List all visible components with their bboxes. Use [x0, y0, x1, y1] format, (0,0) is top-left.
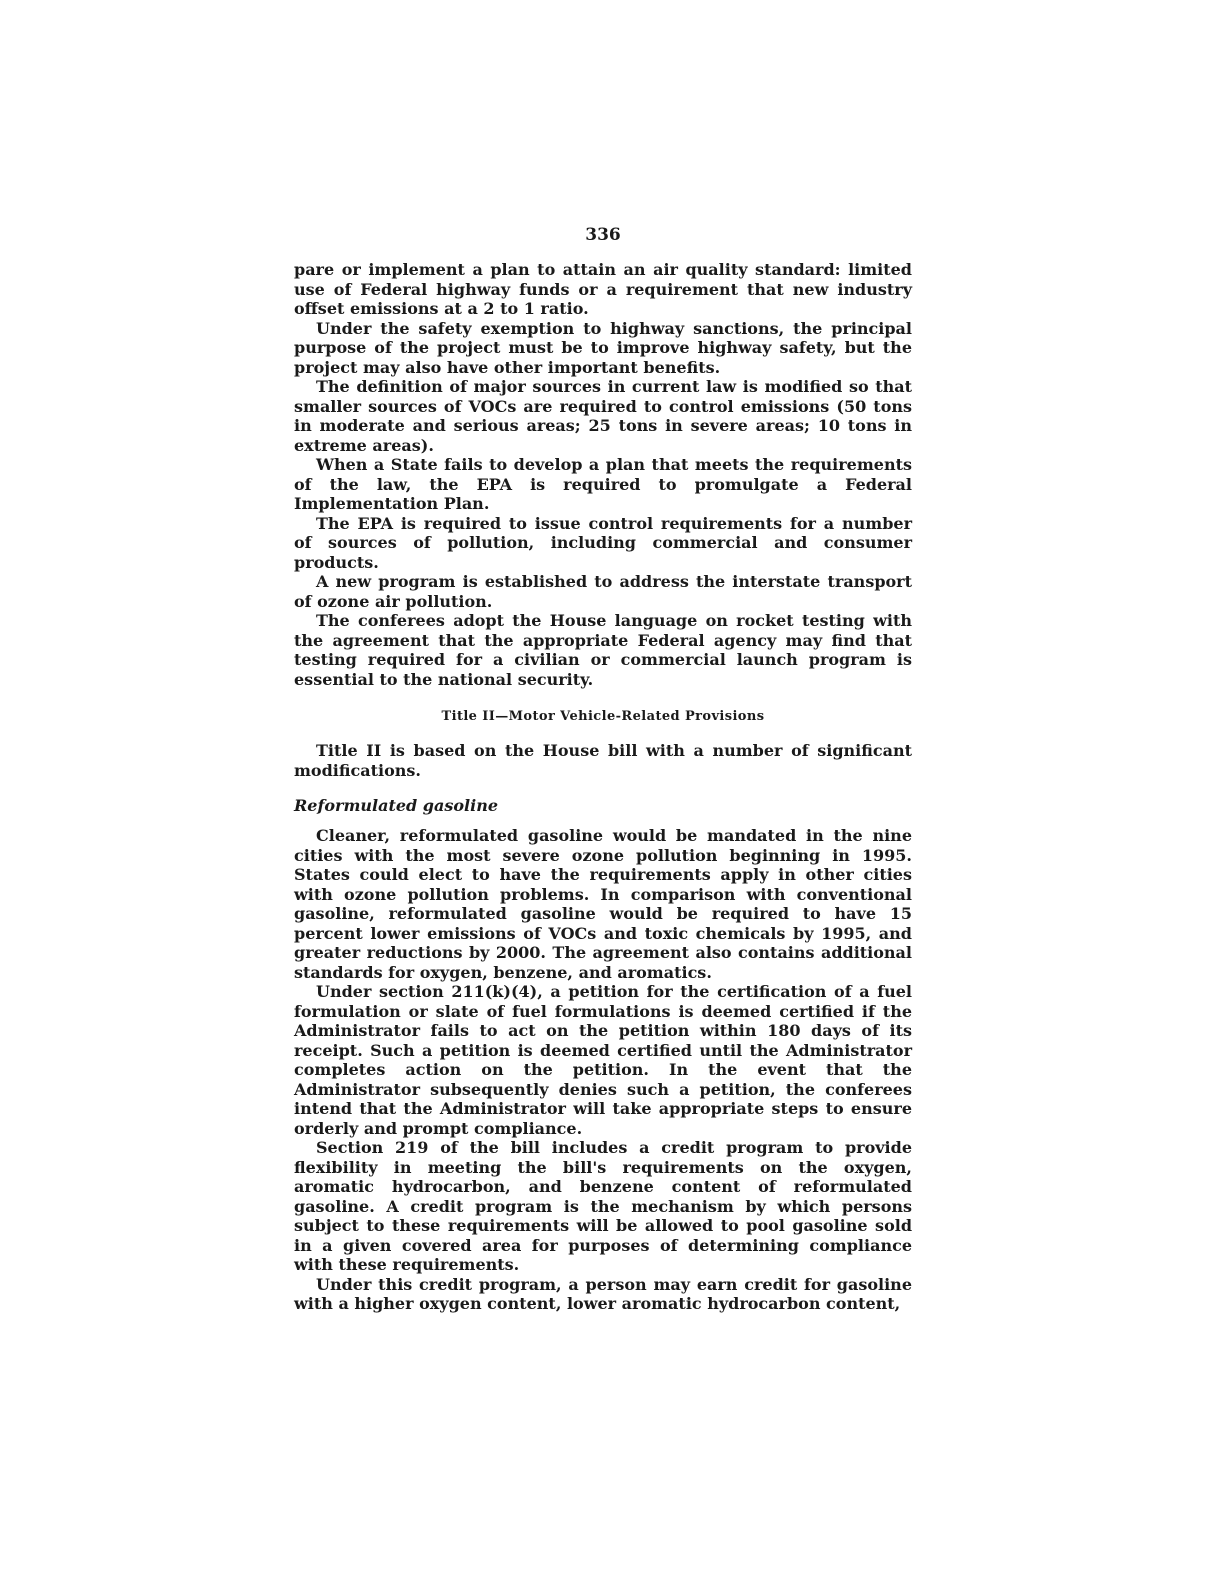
- paragraph: Section 219 of the bill includes a credit program to provide flexibility in meeting the bill's requirements on the oxygen, aromatic hydrocarbon, and benzene content of reformulated gasoline. A credit program is the mechanism by which persons subject to these requirements will be allowed to pool gasoline sold in a given covered area for purposes of determining compliance with these requirements.: [294, 1138, 912, 1274]
- paragraph: The conferees adopt the House language on rocket testing with the agreement that the appropriate Federal agency may find that testing required for a civilian or commercial launch program is essential to the national security.: [294, 611, 912, 689]
- paragraph: Under this credit program, a person may earn credit for gasoline with a higher oxygen content, lower aromatic hydrocarbon content,: [294, 1274, 912, 1313]
- page-number: 336: [585, 225, 621, 245]
- paragraph: Cleaner, reformulated gasoline would be mandated in the nine cities with the most severe ozone pollution beginning in 1995. States could elect to have the requirements apply in other cities with ozone pollution problems. In comparison with conventional gasoline, reformulated gasoline would be required to have 15 percent lower emissions of VOCs and toxic chemicals by 1995, and greater reductions by 2000. The agreement also contains additional standards for oxygen, benzene, and aromatics.: [294, 826, 912, 982]
- paragraph: When a State fails to develop a plan that meets the requirements of the law, the EPA is required to promulgate a Federal Implementation Plan.: [294, 455, 912, 513]
- subsection-heading: Reformulated gasoline: [294, 796, 498, 815]
- paragraph: Under section 211(k)(4), a petition for the certification of a fuel formulation or slate of fuel formulations is deemed certified if the Administrator fails to act on the petition within 180 days of its receipt. Such a petition is deemed certified until the Administrator completes action on the petition. In the event that the Administrator subsequently denies such a petition, the conferees intend that the Administrator will take appropriate steps to ensure orderly and prompt compliance.: [294, 982, 912, 1138]
- paragraph: pare or implement a plan to attain an air quality standard: limited use of Federal highway funds or a requirement that new industry offset emissions at a 2 to 1 ratio.: [294, 260, 912, 318]
- paragraph: The EPA is required to issue control requirements for a number of sources of pollution, including commercial and consumer products.: [294, 513, 912, 572]
- paragraph: The definition of major sources in current law is modified so that smaller sources of VOCs are required to control emissions (50 tons in moderate and serious areas; 25 tons in severe areas; 10 tons in extreme areas).: [294, 377, 912, 455]
- paragraph: Under the safety exemption to highway sanctions, the principal purpose of the project must be to improve highway safety, but the project may also have other important benefits.: [294, 318, 912, 377]
- paragraph: Title II is based on the House bill with a number of significant modifications.: [294, 741, 912, 780]
- document-page: [294, 224, 912, 1314]
- paragraph: A new program is established to address the interstate transport of ozone air pollution.: [294, 572, 912, 611]
- section-heading: Title II—Motor Vehicle-Related Provisions: [441, 709, 765, 724]
